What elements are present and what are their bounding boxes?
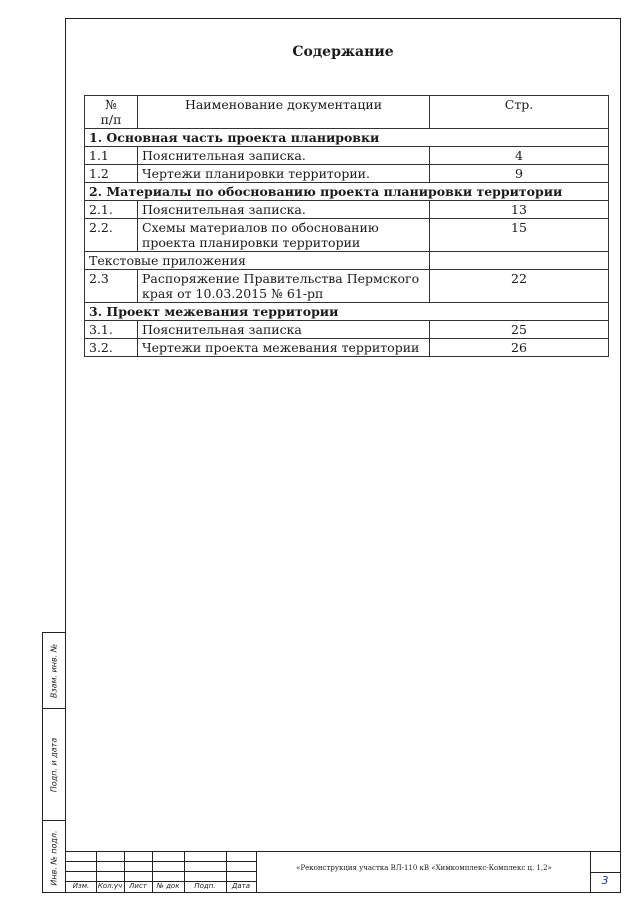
- row-num: 3.1.: [85, 321, 138, 339]
- page-frame: [65, 18, 621, 893]
- project-name: «Реконструкция участка ВЛ-110 кВ «Химкомплекс-Комплекс ц. 1,2»: [296, 864, 552, 872]
- title-block: [66, 851, 620, 892]
- row-num: 2.1.: [85, 201, 138, 219]
- row-page: 22: [430, 270, 609, 303]
- row-page: 15: [430, 219, 609, 252]
- stamp-label-izm: Изм.: [72, 882, 90, 890]
- side-label-podp: Подп. и дата: [49, 737, 59, 792]
- header-page: Стр.: [430, 96, 609, 129]
- side-cell-inv: [43, 820, 65, 894]
- table-row: [85, 219, 609, 252]
- table-row: [85, 339, 609, 357]
- row-name: Распоряжение Правительства Пермского края от 10.03.2015 № 61-рп: [138, 270, 430, 303]
- row-num: 3.2.: [85, 339, 138, 357]
- subsection-row: [85, 252, 609, 270]
- section-row: [85, 129, 609, 147]
- row-name: Чертежи проекта межевания территории: [138, 339, 430, 357]
- row-page: 4: [430, 147, 609, 165]
- table-row: [85, 165, 609, 183]
- contents-table: [84, 95, 609, 357]
- header-num: № п/п: [85, 96, 138, 129]
- row-page: 13: [430, 201, 609, 219]
- stamp-label-podp: Подп.: [194, 882, 216, 890]
- table-row: [85, 201, 609, 219]
- row-page: 25: [430, 321, 609, 339]
- page-number: 3: [601, 874, 609, 887]
- side-label-inv: Инв. № подл.: [49, 829, 59, 886]
- header-name: Наименование документации: [138, 96, 430, 129]
- section-heading: 3. Проект межевания территории: [85, 303, 609, 321]
- row-page: 9: [430, 165, 609, 183]
- stamp-label-doc: № док: [156, 882, 180, 890]
- stamp-label-list: Лист: [129, 882, 147, 890]
- row-name: Пояснительная записка.: [138, 147, 430, 165]
- row-name: Схемы материалов по обоснованию проекта планировки территории: [138, 219, 430, 252]
- side-stamp: [42, 632, 65, 893]
- subsection-heading: Текстовые приложения: [85, 252, 430, 270]
- side-cell-vzam: [43, 633, 65, 708]
- subsection-empty-cell: [430, 252, 609, 270]
- row-name: Пояснительная записка.: [138, 201, 430, 219]
- table-row: [85, 270, 609, 303]
- row-num: 2.3: [85, 270, 138, 303]
- section-row: [85, 183, 609, 201]
- side-cell-podp: [43, 708, 65, 820]
- row-num: 1.1: [85, 147, 138, 165]
- section-heading: 1. Основная часть проекта планировки: [85, 129, 609, 147]
- stamp-label-kol: Кол.уч: [97, 882, 123, 890]
- document-title: Содержание: [292, 44, 394, 60]
- table-row: [85, 321, 609, 339]
- row-name: Пояснительная записка: [138, 321, 430, 339]
- table-row: [85, 147, 609, 165]
- table-header-row: [85, 96, 609, 129]
- stamp-label-data: Дата: [231, 882, 251, 890]
- section-row: [85, 303, 609, 321]
- row-page: 26: [430, 339, 609, 357]
- row-name: Чертежи планировки территории.: [138, 165, 430, 183]
- row-num: 2.2.: [85, 219, 138, 252]
- section-heading: 2. Материалы по обоснованию проекта планировки территории: [85, 183, 609, 201]
- side-label-vzam: Взам. инв. №: [49, 643, 59, 698]
- row-num: 1.2: [85, 165, 138, 183]
